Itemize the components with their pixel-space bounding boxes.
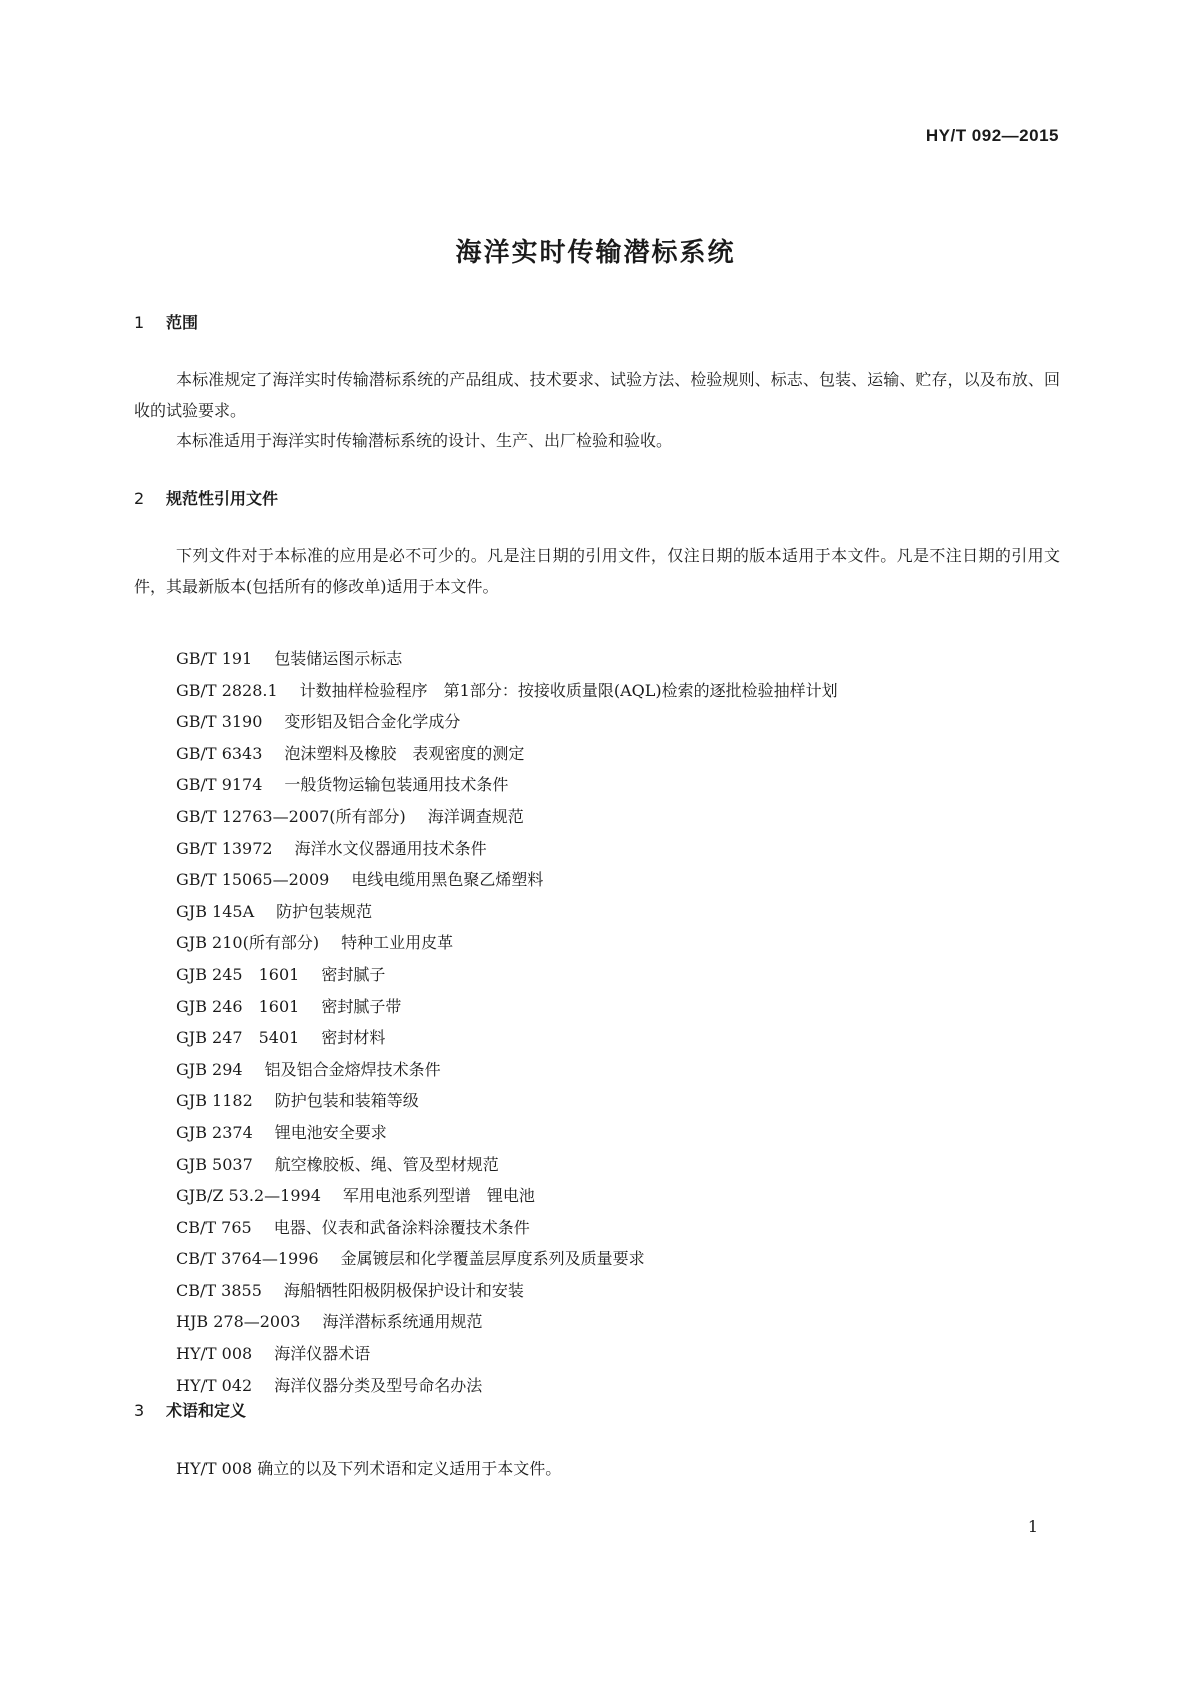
reference-title: 防护包装规范 [276, 901, 373, 921]
reference-code: GB/T 12763—2007(所有部分) [176, 806, 406, 826]
reference-code: GB/T 13972 [176, 838, 273, 858]
section-title: 术语和定义 [166, 1401, 247, 1420]
list-item [176, 833, 838, 865]
standard-code: HY/T 092—2015 [925, 126, 1059, 145]
reference-title: 航空橡胶板、绳、管及型材规范 [274, 1154, 499, 1174]
reference-title: 密封材料 [321, 1028, 386, 1048]
paragraph: HY/T 008 确立的以及下列术语和定义适用于本文件。 [176, 1459, 562, 1478]
reference-code: HJB 278—2003 [176, 1312, 301, 1332]
list-item [176, 738, 838, 770]
reference-title: 海洋水文仪器通用技术条件 [294, 838, 487, 858]
list-item [176, 1117, 838, 1149]
list-item [176, 991, 838, 1023]
reference-title: 防护包装和装箱等级 [274, 1091, 419, 1111]
reference-code: HY/T 008 [176, 1344, 253, 1364]
list-item [176, 1243, 838, 1275]
reference-title: 包装储运图示标志 [274, 649, 403, 668]
reference-title: 变形铝及铝合金化学成分 [284, 712, 461, 732]
section-heading-normative-references [134, 486, 278, 509]
section-heading-terms [134, 1398, 246, 1421]
section-heading-scope [134, 310, 198, 333]
list-item [176, 896, 838, 928]
list-item [176, 1212, 838, 1244]
reference-code: CB/T 3855 [176, 1280, 262, 1300]
reference-code: CB/T 3764—1996 [176, 1249, 319, 1269]
reference-title: 一般货物运输包装通用技术条件 [284, 775, 509, 795]
reference-title: 特种工业用皮革 [341, 933, 454, 953]
reference-code: GB/T 3190 [176, 712, 263, 732]
list-item [176, 675, 838, 707]
reference-code: GB/T 6343 [176, 743, 263, 763]
section-number: 2 [134, 489, 145, 508]
list-item [176, 1149, 838, 1181]
reference-code: GJB/Z 53.2—1994 [176, 1186, 321, 1206]
list-item [176, 1306, 838, 1338]
section-title: 规范性引用文件 [166, 489, 279, 508]
reference-title: 海洋潜标系统通用规范 [322, 1312, 483, 1332]
page-number: 1 [1027, 1517, 1038, 1536]
paragraph: 本标准规定了海洋实时传输潜标系统的产品组成、技术要求、试验方法、检验规则、标志、包装、运输、贮存，以及布放、回收的试验要求。 [134, 370, 1060, 420]
list-item [176, 643, 838, 675]
reference-code: GJB 246 1601 [176, 996, 300, 1016]
paragraph: 下列文件对于本标准的应用是必不可少的。凡是注日期的引用文件，仅注日期的版本适用于本文件。凡是不注日期的引用文件，其最新版本(包括所有的修改单)适用于本文件。 [134, 546, 1060, 596]
section-title: 范围 [166, 313, 199, 332]
reference-code: HY/T 042 [176, 1375, 253, 1395]
list-item [176, 769, 838, 801]
list-item [176, 1022, 838, 1054]
reference-title: 海洋仪器术语 [274, 1344, 371, 1364]
reference-code: GJB 1182 [176, 1091, 253, 1111]
reference-code: GJB 247 5401 [176, 1028, 300, 1048]
list-item [176, 1054, 838, 1086]
list-item [176, 927, 838, 959]
reference-code: GJB 145A [176, 901, 255, 921]
reference-title: 铝及铝合金熔焊技术条件 [264, 1059, 441, 1079]
reference-title: 海洋调查规范 [427, 806, 524, 826]
paragraph: 本标准适用于海洋实时传输潜标系统的设计、生产、出厂检验和验收。 [176, 431, 673, 450]
list-item [176, 801, 838, 833]
reference-code: GB/T 15065—2009 [176, 870, 330, 890]
reference-code: GJB 2374 [176, 1122, 253, 1142]
reference-title: 计数抽样检验程序 第1部分：按接收质量限(AQL)检索的逐批检验抽样计划 [299, 680, 838, 700]
reference-list [176, 643, 838, 1401]
reference-code: GJB 294 [176, 1059, 243, 1079]
document-title: 海洋实时传输潜标系统 [455, 238, 736, 268]
reference-title: 泡沫塑料及橡胶 表观密度的测定 [284, 743, 525, 763]
section-number: 3 [134, 1401, 145, 1420]
reference-title: 海洋仪器分类及型号命名办法 [274, 1375, 483, 1395]
list-item [176, 706, 838, 738]
reference-title: 密封腻子 [321, 964, 386, 984]
list-item [176, 1370, 838, 1402]
reference-code: GB/T 2828.1 [176, 680, 278, 700]
reference-code: GB/T 191 [176, 649, 253, 668]
reference-title: 密封腻子带 [321, 996, 402, 1016]
list-item [176, 959, 838, 991]
reference-code: GB/T 9174 [176, 775, 263, 795]
list-item [176, 1275, 838, 1307]
list-item [176, 1180, 838, 1212]
reference-title: 军用电池系列型谱 锂电池 [342, 1186, 535, 1206]
reference-title: 电线电缆用黑色聚乙烯塑料 [351, 870, 544, 890]
reference-title: 海船牺牲阳极阴极保护设计和安装 [283, 1280, 524, 1300]
list-item [176, 864, 838, 896]
reference-code: GJB 210(所有部分) [176, 933, 320, 953]
list-item [176, 1085, 838, 1117]
reference-code: CB/T 765 [176, 1217, 252, 1237]
reference-title: 锂电池安全要求 [274, 1122, 387, 1142]
reference-title: 电器、仪表和武备涂料涂覆技术条件 [273, 1217, 530, 1237]
list-item [176, 1338, 838, 1370]
reference-code: GJB 5037 [176, 1154, 253, 1174]
section-number: 1 [134, 313, 145, 332]
reference-code: GJB 245 1601 [176, 964, 300, 984]
reference-title: 金属镀层和化学覆盖层厚度系列及质量要求 [340, 1249, 645, 1269]
